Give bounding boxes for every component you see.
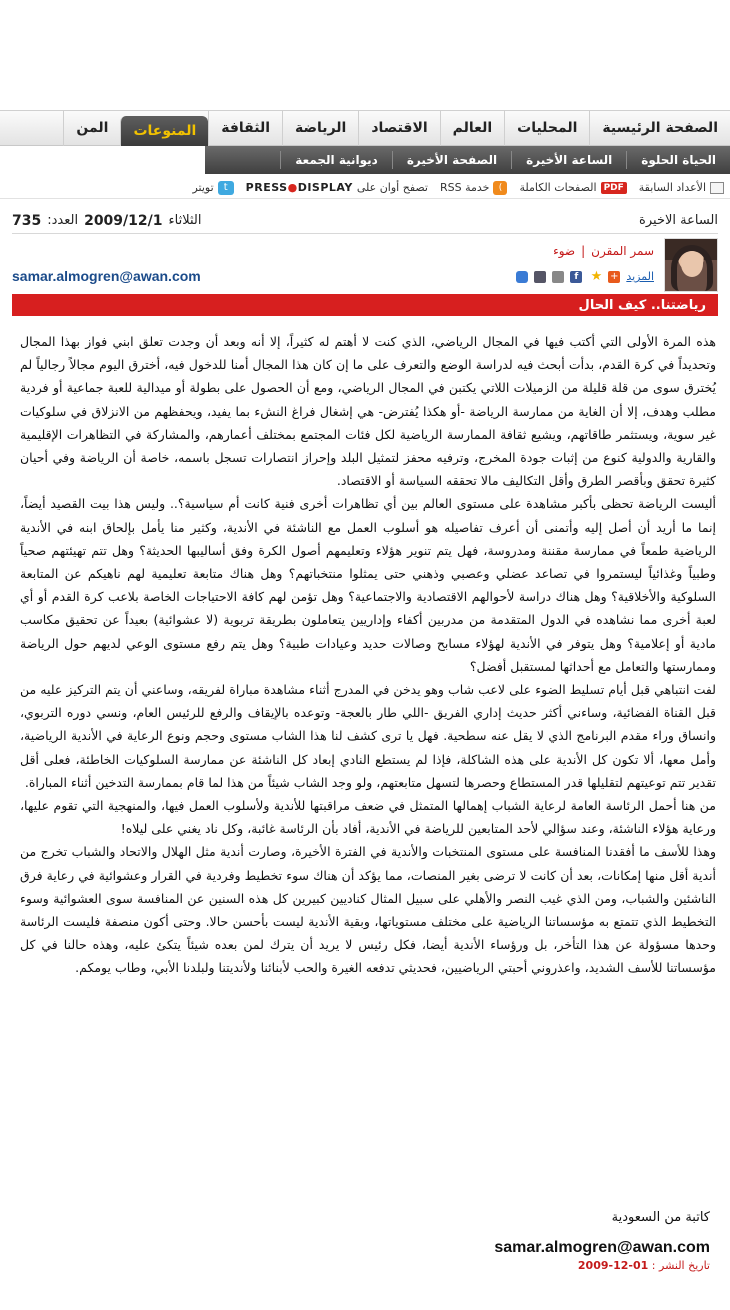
paragraph: أليست الرياضة تحظى بأكبر مشاهدة على مستوى العالم بين أي تظاهرات أخرى فنية كانت أم سياسية؟.. وليس هذا بيت القصيد أيضاً، إنما ما أريد أن أصل إليه وأتمنى أن أعرف تفاصيله هو أسلوب العمل مع الناشئة في الأندية، وكثير منا يأمل بإلحاق ابنه في الأندية الرياضية طمعاً في ممارسة مقننة ومدروسة، فهل يتم تنوير هؤلاء وتعليمهم أصول الكرة وفق أساليبها الحديثة؟ وهل تتم تهيئتهم صحياً وطبياً وغذائياً ليستمروا في تصاعد عضلي وعصبي وذهني حتى يمثلوا منتخباتهم؟ وهل هناك متابعة تعليمية لهم ناهيكم عن المتابعة السلوكية والأخلاقية؟ وهل هناك دراسة لأحوالهم الاقتصادية والاجتماعية؟ وهل تؤمن لهم كافة الاحتياجات الخاصة بلاعب كرة القدم أو أي لعبة أخرى مما نشاهده في الدول المتقدمة من مدربين أكفاء وإداريين يتعاملون بطريقة تربوية (لا عشوائية) بعيداً عن تحقيق مكاسب مادية أو إعلامية؟ وهل يتوفر في الأندية لهؤلاء مسابح وصالات حديد وعيادات طبية؟ وهل يتم رفع مستوى الوعي لديهم حول الرياضة وممارستها والتعامل مع أحداثها لمستقبل أفضل؟ [20, 496, 716, 674]
tab-home[interactable]: الصفحة الرئيسية [589, 110, 730, 146]
tab-culture[interactable]: الثقافة [208, 110, 282, 146]
issue-date [12, 213, 201, 229]
publish-date [14, 1259, 710, 1272]
twitter-icon: t [218, 181, 234, 195]
rss-link[interactable] [434, 181, 513, 195]
paragraph: من هنا أحمل الرئاسة العامة لرعاية الشباب إهمالها المتمثل في ضعف مراقبتها للأندية ولأسلوب العمل فيها، والمنهجية التي تقوم عليها، ورعاية هؤلاء الناشئة، وعند سؤالي لأحد المتابعين للرياضة في الأندية، أفاد بأن الرئاسة غائبة، وكل ناد يغني على ليلاه! [20, 798, 716, 837]
comment-icon[interactable] [516, 271, 528, 283]
section-name: الساعة الاخيرة [639, 213, 718, 228]
tab-economy[interactable]: الاقتصاد [358, 110, 439, 146]
subnav-sweet-life[interactable]: الحياة الحلوة [626, 151, 730, 169]
paragraph: لفت انتباهي قبل أيام تسليط الضوء على لاعب شاب وهو يدخن في المدرج أثناء مشاهدة مباراة لفريقه، وساعني أن يتم التركيز عليه من قبل القناة الفضائية، وساءني أكثر حديث إداري الفريق -اللي طار بالعجة- وتوعده بالإيقاف والرفع للرئيس العام، ونسي دوره التربوي، وانساق وراء مقدم البرنامج الذي لا يقل عنه سطحية. فهل يا ترى كشف لنا هذا الشاب مستوى وحجم ونوع الرعاية في الأندية الرياضية، وأمل معها، ألا تكون كل الأندية على هذه الشاكلة، فإذا لم يستطع النادي إبعاد كل الناشئة عن ممارسة السلوكيات الخاطئة، فعلى أقل تقدير تتم توعيتهم لتقليلها قدر المستطاع وحصرها لتسهل متابعتهم، ولو وجد الشاب شيئاً من هذا لما قام بممارسة التدخين أثناء المباراة. [20, 682, 716, 790]
tab-truncated[interactable]: المن [63, 110, 120, 146]
rss-icon: ) [493, 181, 507, 195]
mail-icon[interactable] [534, 271, 546, 283]
author-email-top[interactable]: samar.almogren@awan.com [12, 268, 201, 284]
author-block [12, 238, 718, 294]
subnav-last-hour[interactable]: الساعة الأخيرة [511, 151, 626, 169]
tab-sports[interactable]: الرياضة [282, 110, 358, 146]
pressdisplay-logo: PRESS●DISPLAY [245, 181, 353, 194]
rss-label: خدمة RSS [439, 181, 490, 194]
article-footer [14, 1210, 710, 1272]
article-title: رياضتنا.. كيف الحال [12, 294, 718, 316]
print-icon[interactable] [552, 271, 564, 283]
pressdisplay-text: تصفح أوان على [356, 181, 428, 194]
pressdisplay-link[interactable] [240, 181, 434, 194]
issue-number: 735 [12, 212, 42, 229]
share-tools [516, 270, 654, 283]
tab-local[interactable]: المحليات [504, 110, 589, 146]
star-icon[interactable]: ★ [590, 268, 603, 284]
subnav-last-page[interactable]: الصفحة الأخيرة [392, 151, 511, 169]
tab-misc[interactable]: المنوعات [120, 116, 208, 146]
byline-separator: | [581, 244, 586, 258]
column-name[interactable]: ضوء [553, 244, 576, 258]
subnav-friday-diwaniya[interactable]: ديوانية الجمعة [280, 151, 392, 169]
date-value: 2009/12/1 [84, 212, 163, 229]
paragraph: وهذا للأسف ما أفقدنا المنافسة على مستوى المنتخبات والأندية في الفترة الأخيرة، وصارت أندية مثل الهلال والاتحاد والشباب تخرج من أندية أقل منها إمكانات، بعد أن كانت لا ترضى بغير المنصات، مما يؤكد أن هناك سوء تخطيط وفردية في القرار وعشوائية في رعاية فرق الناشئين والشباب، ومن الذي غيب النصر والأهلي على سبيل المثال كناديين كبيرين كل هذه السنين عن المنافسة سوى العشوائية وسوء التخطيط الذي تتمتع به مؤسساتنا الرياضية على مختلف مستوياتها، وبقية الأندية ليست بأحسن حالا. وحتى أكون منصفة فليست الرئاسة وحدها مسؤولة عن هذا التأخر، بل ورؤساء الأندية أيضا، فكل رئيس لا يريد أن يترك لمن بعده شيئاً يتكئ عليه، وهذه حالنا في كل مؤسساتنا للأسف الشديد، واعذروني أحبتي الرياضيين، فحديثي تدفعه الغيرة والحب لأبنائنا ولأنديتنا ولبلدنا الأبي، وطاب يومكم. [20, 844, 716, 976]
author-name[interactable]: سمر المقرن [591, 244, 654, 258]
sub-nav [205, 146, 730, 174]
press-logo-text: PRESS [245, 181, 288, 194]
archive-link[interactable] [633, 181, 730, 194]
full-pages-link[interactable] [513, 181, 632, 194]
facebook-icon[interactable]: f [570, 271, 582, 283]
paragraph: هذه المرة الأولى التي أكتب فيها في المجال الرياضي، الذي كنت لا أهتم له كثيراً، إلا أنه وبعد أن وجدت تعلق ابني فواز بهذا المجال وتحديداً في كرة القدم، بدأت أبحث فيه لدراسة الوضع والتعرف على ما إن كان هذا المجال أمنا للدخول فيه، أخترق اليوم مجالاً رجالياً لم يُخترق سوى من قلة قليلة من الزميلات اللاتي يكتبن في المجال الرياضي، ومع أن الحصول على بطولة أو ميدالية للعبة جماعية أو فردية مطلب وهدف، إلا أن الغاية من ممارسة الرياضة -أو هكذا يُفترض- هي إشغال فراغ النشء بما يفيد، ويحفظهم من الانزلاق في سلوكيات غير سوية، ويستثمر طاقاتهم، ويشيع ثقافة الممارسة الرياضية لكل فئات المجتمع بمختلف أعمارهم، والمشاركة في التظاهرات الإقليمية والقارية والدولية كنوع من إثبات جودة المخرج، وترفيه محفز لتمثيل البلد وإحراز انتصارات تسجل باسمه، خاصة أن الرياضة وفي أحيان كثيرة تحقق وبأقصر الطرق وأقل التكاليف مالا تحققه السياسة أو الاقتصاد. [20, 334, 716, 489]
tab-world[interactable]: العالم [440, 110, 504, 146]
article-header [12, 208, 718, 234]
more-link[interactable]: المزيد [626, 270, 654, 283]
weekday: الثلاثاء [168, 213, 202, 228]
publish-label: تاريخ النشر : [651, 1259, 710, 1272]
issue-label: العدد: [47, 213, 79, 228]
full-pages-label: الصفحات الكاملة [519, 181, 597, 194]
twitter-label: تويتر [192, 181, 214, 194]
main-nav [0, 110, 730, 146]
twitter-link[interactable] [186, 181, 239, 195]
add-icon[interactable]: + [610, 270, 619, 282]
article-body [20, 330, 716, 980]
author-email-bottom[interactable]: samar.almogren@awan.com [494, 1239, 710, 1256]
pdf-icon: PDF [601, 182, 627, 194]
author-photo [664, 238, 718, 292]
byline [553, 244, 654, 258]
author-role: كاتبة من السعودية [611, 1210, 710, 1225]
publish-value: 01-12-2009 [577, 1259, 649, 1272]
display-logo-text: DISPLAY [297, 181, 353, 194]
archive-icon [710, 182, 724, 194]
utility-bar [0, 177, 730, 199]
archive-label: الأعداد السابقة [638, 181, 706, 194]
